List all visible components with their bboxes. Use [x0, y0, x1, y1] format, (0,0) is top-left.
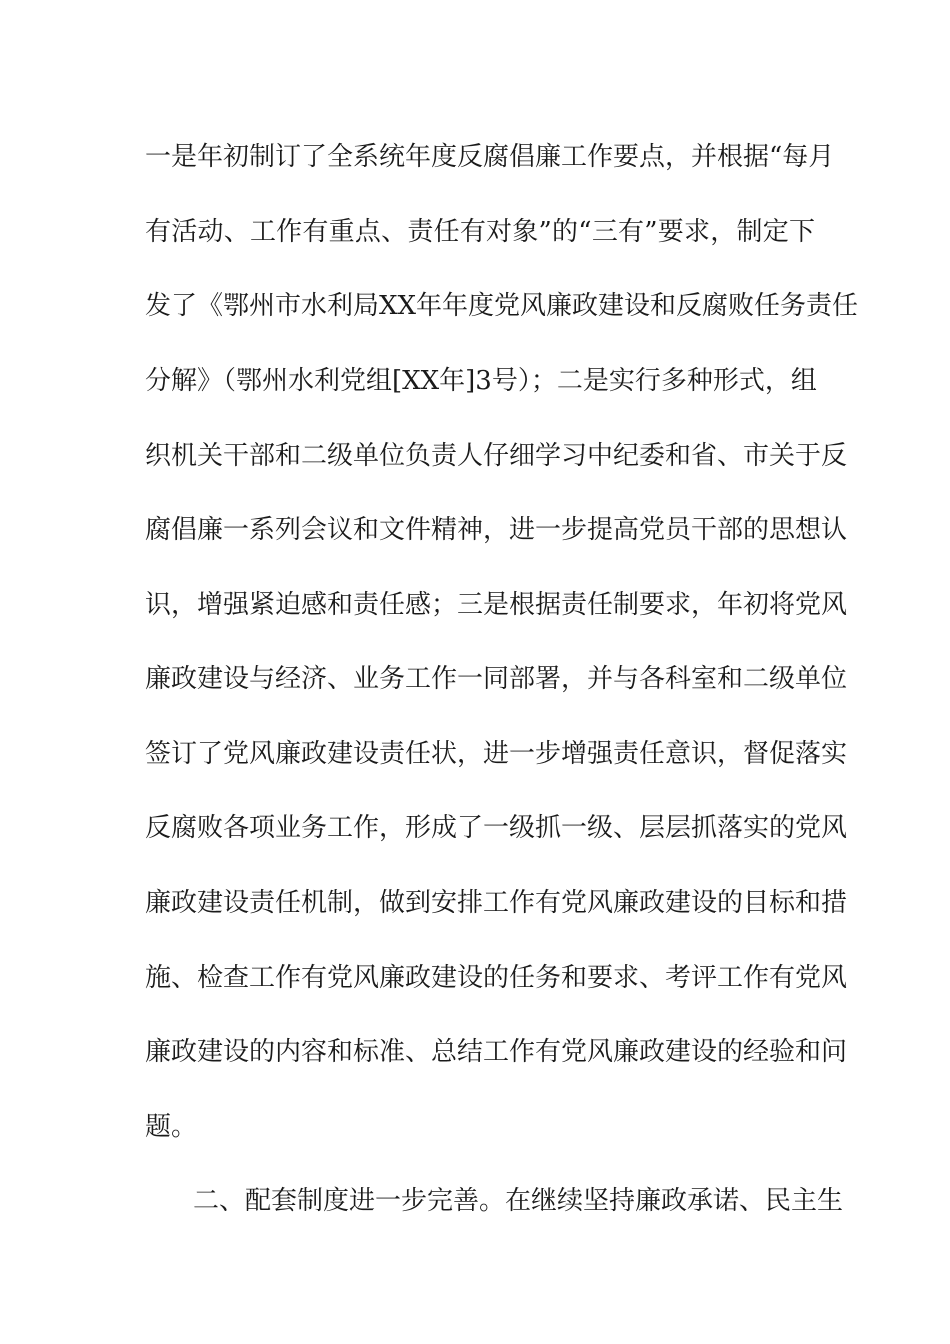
paragraph-line: 廉政建设与经济、业务工作一同部署，并与各科室和二级单位	[145, 664, 848, 694]
paragraph-line: 反腐败各项业务工作，形成了一级抓一级、层层抓落实的党风	[145, 813, 848, 843]
paragraph-line: 施、检查工作有党风廉政建设的任务和要求、考评工作有党风	[145, 963, 848, 993]
paragraph-line: 题。	[145, 1112, 198, 1142]
paragraph-line: 廉政建设的内容和标准、总结工作有党风廉政建设的经验和问	[145, 1037, 848, 1067]
paragraph-line: 分解》（鄂州水利党组[XX年]3号）；二是实行多种形式，组	[145, 366, 817, 396]
paragraph-heading-line: 二、配套制度进一步完善。在继续坚持廉政承诺、民主生	[193, 1186, 844, 1216]
paragraph-line: 织机关干部和二级单位负责人仔细学习中纪委和省、市关于反	[145, 441, 848, 471]
paragraph-line: 识，增强紧迫感和责任感；三是根据责任制要求，年初将党风	[145, 590, 848, 620]
paragraph-line: 腐倡廉一系列会议和文件精神，进一步提高党员干部的思想认	[145, 515, 848, 545]
paragraph-line: 签订了党风廉政建设责任状，进一步增强责任意识，督促落实	[145, 739, 848, 769]
paragraph-line: 一是年初制订了全系统年度反腐倡廉工作要点，并根据“每月	[145, 142, 835, 172]
paragraph-line: 廉政建设责任机制，做到安排工作有党风廉政建设的目标和措	[145, 888, 848, 918]
paragraph-line: 发了《鄂州市水利局XX年年度党风廉政建设和反腐败任务责任	[145, 291, 859, 321]
paragraph-line: 有活动、工作有重点、责任有对象”的“三有”要求，制定下	[145, 217, 815, 247]
